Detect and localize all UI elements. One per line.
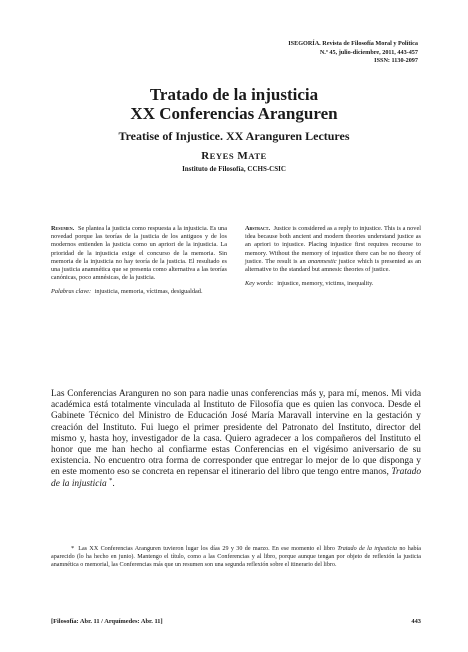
journal-header — [198, 40, 418, 66]
resumen-text: Se plantea la justicia como respuesta a la injusticia. Es una novedad porque las teorías de la justicia de los antiguos y de los modernos entienden la justicia como un apriori de la injusticia. La prioridad de la injusticia exige el concurso de la memoria. Sin memoria de la injusticia no hay teoría de la justicia. El resultado es una justicia anamnética que se presenta como alternativa a las teorías canónicas, poco amnésicas, de la justicia. — [51, 225, 227, 282]
title-spanish-line2: XX Conferencias Aranguren — [130, 104, 338, 123]
title-english: Treatise of Injustice. XX Aranguren Lectures — [118, 129, 350, 143]
title-block — [40, 85, 428, 174]
footnote-mark: * — [71, 545, 75, 552]
resumen-column — [51, 225, 227, 297]
page-footer — [51, 618, 421, 625]
body-paragraph: Las Conferencias Aranguren no son para nadie unas conferencias más y, para mí, menos. Mi vida académica está totalmente vinculada al Instituto de Filosofía que es quien las convoca. Desde el Gabinete Técnico del Ministro de Educación José María Maravall intervine en la gestación y creación del Instituto. Fui luego el primer presidente del Patronato del Instituto, director del mismo y, hasta hoy, investigador de la casa. Quiero agradecer a los compañeros del Instituto el honor que me han hecho al confiarme estas Conferencias en el vigésimo aniversario de su existencia. No encuentro otra forma de corresponder que entregar lo mejor de lo que disponga y en este momento eso se concreta en repensar el itinerario del libro que tengo entre manos, Tratado de la injusticia *. — [51, 389, 422, 489]
author-name: REYES MATE — [201, 150, 267, 162]
keywords-text: injustice, memory, victims, inequality. — [277, 280, 374, 288]
palabras-clave-text: injusticia, memoria, víctimas, desigualdad. — [94, 288, 203, 296]
resumen-label: Resumen. — [51, 225, 75, 232]
palabras-clave — [51, 288, 227, 296]
book-title-italic: Tratado de la injusticia — [51, 467, 422, 489]
resumen — [51, 225, 227, 282]
abstracts — [51, 225, 421, 297]
title-spanish — [40, 85, 428, 123]
journal-issn: ISSN: 1130-2097 — [374, 57, 418, 65]
keywords — [245, 280, 421, 288]
abstract: Abstract. Justice is considered as a reply to injustice. This is a novel idea because both ancient and modern theories understand justice as an apriori to injustice. Placing injustice first requires recourse to memory. Without the memory of injustice there can be no theory of justice. The result is an anamnestic justice which is presented as an alternative to the standard but amnesic theories of justice. — [245, 225, 422, 274]
abstract-label: Abstract. — [245, 225, 271, 232]
keywords-label: Key words: — [245, 280, 274, 288]
journal-name: ISEGORÍA. Revista de Filosofía Moral y Política — [288, 40, 418, 47]
title-spanish-line1: Tratado de la injusticia — [149, 85, 319, 104]
journal-issue: N.º 45, julio-diciembre, 2011, 443-457 — [319, 48, 418, 56]
footnote: * Las XX Conferencias Aranguren tuvieron lugar los días 29 y 30 de marzo. En ese momento el libro Tratado de la injusticia no había aparecido (lo ha hecho en junio). Mantengo el título, como a las Conferencias y al libro, porque aunque tengan por objeto de reflexión la justicia anamnética o memorial, las Conferencias más que un resumen son una segunda reflexión sobre el itinerario del libro. — [51, 545, 421, 569]
footer-dates: [Filosofía: Abr. 11 / Arquímedes: Abr. 11] — [51, 618, 163, 625]
page-number: 443 — [411, 618, 421, 625]
author-affiliation: Instituto de Filosofía, CCHS-CSIC — [182, 165, 286, 173]
abstract-column — [245, 225, 421, 297]
footnote-reference[interactable]: * — [109, 476, 113, 484]
palabras-clave-label: Palabras clave: — [51, 288, 92, 296]
